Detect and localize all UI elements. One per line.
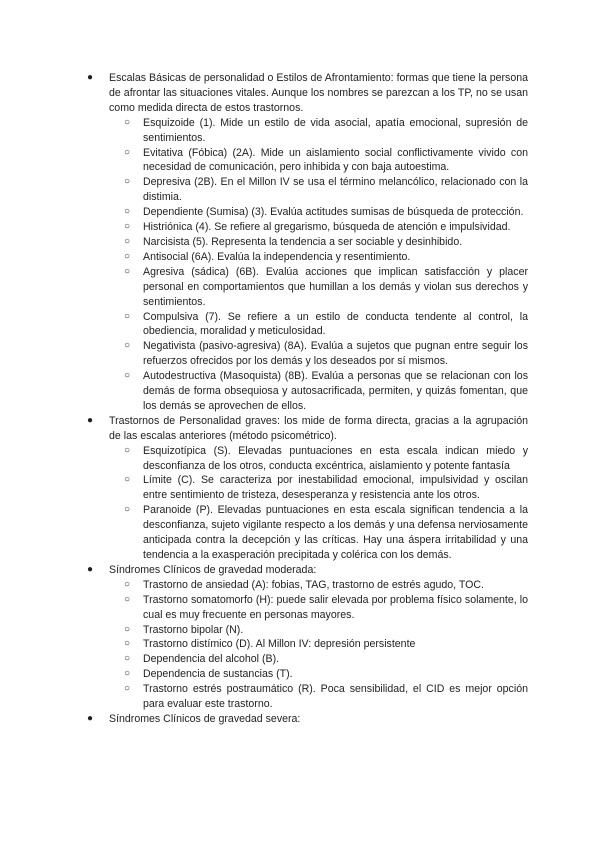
sub-item-text: Trastorno bipolar (N).: [143, 623, 244, 636]
sub-list-item: [109, 578, 528, 593]
circle-bullet-icon: ○: [124, 116, 131, 128]
sub-list-item: [109, 503, 528, 563]
sub-item-text: Trastorno estrés postraumático (R). Poca sensibilidad, el CID es mejor opción para evaluar este trastorno.: [143, 683, 528, 711]
sub-list-item: [109, 220, 528, 235]
sub-item-text: Trastorno distímico (D). Al Millon IV: depresión persistente: [143, 638, 416, 651]
sub-list-item: [109, 146, 528, 176]
circle-bullet-icon: ○: [124, 593, 131, 605]
circle-bullet-icon: ○: [124, 638, 131, 650]
section-item: [72, 414, 528, 563]
sub-list-item: [109, 667, 528, 682]
sub-item-text: Autodestructiva (Masoquista) (8B). Evalúa a personas que se relacionan con los demás de forma obsequiosa y autosacrificada, permiten, y quizás fomentan, que los demás se aprovechen de ellos.: [143, 370, 528, 412]
sub-list-item: [109, 682, 528, 712]
circle-bullet-icon: ○: [124, 474, 131, 486]
sub-list-item: [109, 623, 528, 638]
circle-bullet-icon: ○: [124, 504, 131, 516]
sub-item-text: Histriónica (4). Se refiere al gregarismo, búsqueda de atención e impulsividad.: [143, 221, 511, 234]
sub-list-item: [109, 310, 528, 340]
section-text: Síndromes Clínicos de gravedad moderada:: [109, 563, 317, 576]
section-text: Trastornos de Personalidad graves: los mide de forma directa, gracias a la agrupación de las escalas anteriores (método psicométrico).: [109, 414, 528, 442]
sub-bullet-list: [109, 116, 528, 414]
sub-bullet-list: [109, 578, 528, 712]
bullet-icon: ●: [87, 414, 94, 426]
sub-list-item: [109, 116, 528, 146]
circle-bullet-icon: ○: [124, 176, 131, 188]
sub-item-text: Paranoide (P). Elevadas puntuaciones en esta escala significan tendencia a la desconfianza, sujeto vigilante respecto a los demás y una defensa nerviosamente anticipada contra la decepción y las críticas. Hay una áspera irritabilidad y una tendencia a la exasperación precipitada y colérica con los demás.: [143, 504, 528, 561]
circle-bullet-icon: ○: [124, 668, 131, 680]
sub-list-item: [109, 250, 528, 265]
circle-bullet-icon: ○: [124, 206, 131, 218]
sub-list-item: [109, 369, 528, 414]
sub-list-item: [109, 473, 528, 503]
sub-item-text: Dependiente (Sumisa) (3). Evalúa actitudes sumisas de búsqueda de protección.: [143, 206, 524, 219]
sub-bullet-list: [109, 444, 528, 563]
circle-bullet-icon: ○: [124, 578, 131, 590]
sub-list-item: [109, 339, 528, 369]
circle-bullet-icon: ○: [124, 340, 131, 352]
circle-bullet-icon: ○: [124, 683, 131, 695]
sub-item-text: Trastorno de ansiedad (A): fobias, TAG, trastorno de estrés agudo, TOC.: [143, 578, 484, 591]
sub-list-item: [109, 265, 528, 310]
sub-list-item: [109, 175, 528, 205]
bullet-icon: ●: [87, 563, 94, 575]
circle-bullet-icon: ○: [124, 310, 131, 322]
sub-item-text: Dependencia del alcohol (B).: [143, 653, 280, 666]
circle-bullet-icon: ○: [124, 444, 131, 456]
circle-bullet-icon: ○: [124, 265, 131, 277]
sub-list-item: [109, 652, 528, 667]
sub-list-item: [109, 637, 528, 652]
section-text: Escalas Básicas de personalidad o Estilos de Afrontamiento: formas que tiene la persona de afrontar las situaciones vitales. Aunque los nombres se parezcan a los TP, no se usan como medida directa de estos trastornos.: [109, 72, 528, 114]
sub-item-text: Trastorno somatomorfo (H): puede salir elevada por problema físico solamente, lo cual es muy frecuente en personas mayores.: [143, 593, 528, 621]
circle-bullet-icon: ○: [124, 221, 131, 233]
circle-bullet-icon: ○: [124, 250, 131, 262]
section-text: Síndromes Clínicos de gravedad severa:: [109, 712, 301, 725]
sub-item-text: Compulsiva (7). Se refiere a un estilo de conducta tendente al control, la obediencia, moralidad y meticulosidad.: [143, 310, 528, 338]
bullet-icon: ●: [87, 72, 94, 83]
sub-item-text: Negativista (pasivo-agresiva) (8A). Evalúa a sujetos que pugnan entre seguir los refuerzos ofrecidos por los demás y los deseados por sí mismos.: [143, 340, 528, 368]
sub-list-item: [109, 593, 528, 623]
sub-item-text: Dependencia de sustancias (T).: [143, 668, 293, 681]
circle-bullet-icon: ○: [124, 146, 131, 158]
sub-item-text: Depresiva (2B). En el Millon IV se usa el término melancólico, relacionado con la distimia.: [143, 176, 528, 204]
circle-bullet-icon: ○: [124, 653, 131, 665]
sub-list-item: [109, 235, 528, 250]
sub-item-text: Esquizoide (1). Mide un estilo de vida asocial, apatía emocional, supresión de sentimientos.: [143, 116, 528, 144]
bullet-icon: ●: [87, 712, 94, 724]
sub-item-text: Evitativa (Fóbica) (2A). Mide un aislamiento social conflictivamente vivido con necesidad de comunicación, pero inhibida y con baja autoestima.: [143, 146, 528, 174]
circle-bullet-icon: ○: [124, 623, 131, 635]
sub-item-text: Esquizotípica (S). Elevadas puntuaciones en esta escala indican miedo y desconfianza de los otros, conducta excéntrica, aislamiento y potente fantasía: [143, 444, 528, 472]
main-bullet-list: [72, 71, 528, 727]
sub-list-item: [109, 205, 528, 220]
sub-item-text: Antisocial (6A). Evalúa la independencia y resentimiento.: [143, 250, 411, 263]
section-item: [72, 712, 528, 727]
sub-list-item: [109, 444, 528, 474]
section-item: [72, 563, 528, 712]
sub-item-text: Límite (C). Se caracteriza por inestabilidad emocional, impulsividad y oscilan entre sentimiento de tristeza, desesperanza y resistencia ante los otros.: [143, 474, 528, 502]
circle-bullet-icon: ○: [124, 235, 131, 247]
sub-item-text: Narcisista (5). Representa la tendencia a ser sociable y desinhibido.: [143, 235, 463, 248]
sub-item-text: Agresiva (sádica) (6B). Evalúa acciones que implican satisfacción y placer personal en comportamientos que humillan a los demás y violan sus derechos y sentimientos.: [143, 265, 528, 308]
circle-bullet-icon: ○: [124, 370, 131, 382]
section-item: [72, 71, 528, 414]
